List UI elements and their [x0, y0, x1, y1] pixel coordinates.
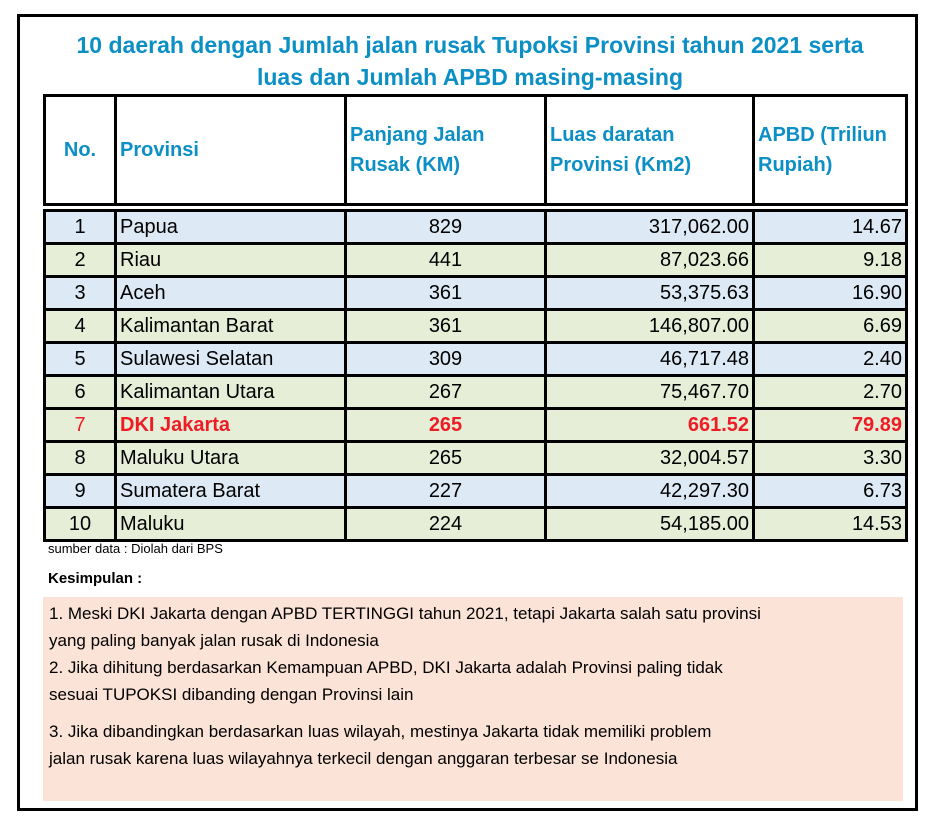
header-jalan-line1: Panjang Jalan	[350, 124, 485, 146]
title-line-1: 10 daerah dengan Jumlah jalan rusak Tupoksi Provinsi tahun 2021 serta	[76, 32, 864, 58]
cell-no: 4	[45, 310, 116, 343]
cell-no: 8	[45, 442, 116, 475]
cell-luas: 661.52	[546, 409, 754, 442]
table-header-row	[45, 96, 907, 205]
header-luas-line1: Luas daratan	[550, 124, 675, 146]
header-luas	[546, 96, 754, 205]
conclusion-point-1	[49, 600, 897, 654]
cell-no: 2	[45, 244, 116, 277]
conclusion-point-2-line1: 2. Jika dihitung berdasarkan Kemampuan APBD, DKI Jakarta adalah Provinsi paling tidak	[49, 658, 723, 677]
conclusion-point-1-line1: 1. Meski DKI Jakarta dengan APBD TERTINGGI tahun 2021, tetapi Jakarta salah satu provinsi	[49, 604, 761, 623]
conclusion-point-3	[49, 718, 897, 772]
cell-apbd: 14.53	[754, 508, 907, 541]
cell-provinsi: Riau	[116, 244, 346, 277]
table-row	[45, 376, 907, 409]
table-row	[45, 244, 907, 277]
cell-apbd: 6.69	[754, 310, 907, 343]
page-title	[40, 29, 900, 93]
cell-apbd: 16.90	[754, 277, 907, 310]
conclusion-point-2-line2: sesuai TUPOKSI dibanding dengan Provinsi lain	[49, 685, 414, 704]
table-row	[45, 277, 907, 310]
cell-provinsi: Papua	[116, 211, 346, 244]
header-apbd-line1: APBD (Triliun	[758, 124, 887, 146]
cell-luas: 146,807.00	[546, 310, 754, 343]
cell-provinsi: Sumatera Barat	[116, 475, 346, 508]
conclusion-label: Kesimpulan :	[48, 570, 143, 587]
header-apbd-line2: Rupiah)	[758, 154, 833, 176]
header-luas-line2: Provinsi (Km2)	[550, 154, 692, 176]
cell-apbd: 2.70	[754, 376, 907, 409]
header-provinsi: Provinsi	[116, 96, 346, 205]
title-line-2: luas dan Jumlah APBD masing-masing	[256, 64, 684, 90]
cell-jalan: 361	[346, 277, 546, 310]
table-row	[45, 508, 907, 541]
cell-apbd: 14.67	[754, 211, 907, 244]
cell-apbd: 79.89	[754, 409, 907, 442]
table-row	[45, 442, 907, 475]
cell-jalan: 361	[346, 310, 546, 343]
cell-luas: 53,375.63	[546, 277, 754, 310]
cell-no: 6	[45, 376, 116, 409]
table-row	[45, 310, 907, 343]
cell-jalan: 309	[346, 343, 546, 376]
cell-provinsi: DKI Jakarta	[116, 409, 346, 442]
data-table	[43, 94, 908, 542]
cell-provinsi: Aceh	[116, 277, 346, 310]
conclusion-point-3-line2: jalan rusak karena luas wilayahnya terkecil dengan anggaran terbesar se Indonesia	[49, 749, 678, 768]
cell-apbd: 3.30	[754, 442, 907, 475]
cell-provinsi: Maluku	[116, 508, 346, 541]
cell-apbd: 2.40	[754, 343, 907, 376]
table-row	[45, 343, 907, 376]
cell-no: 9	[45, 475, 116, 508]
cell-luas: 317,062.00	[546, 211, 754, 244]
header-jalan-line2: Rusak (KM)	[350, 154, 461, 176]
cell-no: 10	[45, 508, 116, 541]
cell-luas: 75,467.70	[546, 376, 754, 409]
table-row	[45, 409, 907, 442]
cell-no: 1	[45, 211, 116, 244]
cell-jalan: 227	[346, 475, 546, 508]
cell-provinsi: Kalimantan Barat	[116, 310, 346, 343]
cell-no: 7	[45, 409, 116, 442]
header-no: No.	[45, 96, 116, 205]
cell-luas: 87,023.66	[546, 244, 754, 277]
conclusion-box	[43, 597, 903, 801]
conclusion-point-2	[49, 654, 897, 708]
cell-jalan: 265	[346, 442, 546, 475]
cell-jalan: 224	[346, 508, 546, 541]
cell-jalan: 265	[346, 409, 546, 442]
conclusion-point-3-line1: 3. Jika dibandingkan berdasarkan luas wilayah, mestinya Jakarta tidak memiliki problem	[49, 722, 712, 741]
header-jalan	[346, 96, 546, 205]
cell-luas: 46,717.48	[546, 343, 754, 376]
cell-jalan: 441	[346, 244, 546, 277]
table-row	[45, 475, 907, 508]
conclusion-point-1-line2: yang paling banyak jalan rusak di Indonesia	[49, 631, 379, 650]
cell-jalan: 829	[346, 211, 546, 244]
cell-provinsi: Maluku Utara	[116, 442, 346, 475]
cell-provinsi: Kalimantan Utara	[116, 376, 346, 409]
cell-no: 5	[45, 343, 116, 376]
cell-luas: 54,185.00	[546, 508, 754, 541]
cell-apbd: 9.18	[754, 244, 907, 277]
infographic-frame	[17, 14, 918, 811]
cell-no: 3	[45, 277, 116, 310]
cell-apbd: 6.73	[754, 475, 907, 508]
cell-jalan: 267	[346, 376, 546, 409]
table-body	[45, 211, 907, 541]
cell-provinsi: Sulawesi Selatan	[116, 343, 346, 376]
table-row	[45, 211, 907, 244]
source-note: sumber data : Diolah dari BPS	[48, 541, 223, 556]
cell-luas: 32,004.57	[546, 442, 754, 475]
header-apbd	[754, 96, 907, 205]
cell-luas: 42,297.30	[546, 475, 754, 508]
